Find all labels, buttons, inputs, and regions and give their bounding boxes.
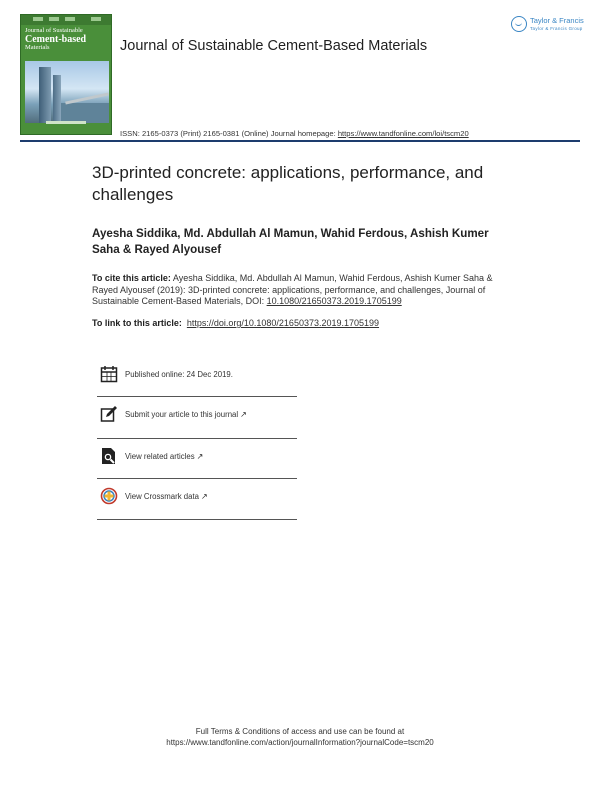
external-link-icon: ↗ <box>240 410 247 419</box>
footer <box>0 726 600 748</box>
journal-cover-image <box>20 14 112 135</box>
footer-terms-text: Full Terms & Conditions of access and use can be found at <box>195 727 405 736</box>
external-link-icon: ↗ <box>200 492 208 501</box>
doi-link[interactable]: 10.1080/21650373.2019.1705199 <box>266 296 402 306</box>
crossmark-icon <box>100 487 118 505</box>
journal-homepage-link[interactable]: https://www.tandfonline.com/loi/tscm20 <box>337 129 469 138</box>
cite-text: Ayesha Siddika, Md. Abdullah Al Mamun, Wahid Ferdous, Ashish Kumer Saha & Rayed Alyousef (2019): 3D-printed concrete: applications, performance, and challenges, Journal of Sustainable Cement-Based Materials, DOI: <box>92 273 493 306</box>
journal-title: Journal of Sustainable Cement-Based Materials <box>120 38 428 54</box>
publisher-logo: Taylor & Francis Taylor & Francis Group <box>511 15 587 37</box>
edit-icon <box>100 405 118 423</box>
published-online-row <box>97 365 297 387</box>
article-title: 3D-printed concrete: applications, performance, and challenges <box>92 163 484 204</box>
article-link-block <box>92 318 512 328</box>
citation-block <box>92 273 512 308</box>
crossmark-row[interactable] <box>97 487 297 509</box>
link-label: To link to this article: <box>92 318 182 328</box>
cite-label: To cite this article: <box>92 273 171 283</box>
article-doi-url[interactable]: https://doi.org/10.1080/21650373.2019.1705199 <box>186 318 380 328</box>
related-articles-row[interactable] <box>97 447 297 469</box>
submit-article-row[interactable] <box>97 405 297 427</box>
publisher-logo-icon <box>511 16 527 32</box>
submit-article-link[interactable]: Submit your article to this journal ↗ <box>125 410 247 419</box>
issn-text: ISSN: 2165-0373 (Print) 2165-0381 (Online) Journal homepage: <box>120 129 338 138</box>
footer-terms-url[interactable]: https://www.tandfonline.com/action/journalInformation?journalCode=tscm20 <box>166 738 434 747</box>
article-authors: Ayesha Siddika, Md. Abdullah Al Mamun, Wahid Ferdous, Ashish Kumer Saha & Rayed Alyousef <box>92 227 489 256</box>
document-search-icon <box>100 447 118 465</box>
external-link-icon: ↗ <box>196 452 204 461</box>
divider <box>97 478 297 479</box>
published-date-text: Published online: 24 Dec 2019. <box>125 370 233 379</box>
divider <box>97 519 297 520</box>
related-articles-link[interactable]: View related articles ↗ <box>125 452 204 461</box>
calendar-icon <box>100 365 118 383</box>
divider <box>97 438 297 439</box>
divider <box>97 396 297 397</box>
cover-title: Journal of Sustainable Cement-based Materials <box>25 27 87 52</box>
crossmark-link[interactable]: View Crossmark data ↗ <box>125 492 208 501</box>
header-divider <box>20 140 580 142</box>
issn-line <box>120 129 469 138</box>
